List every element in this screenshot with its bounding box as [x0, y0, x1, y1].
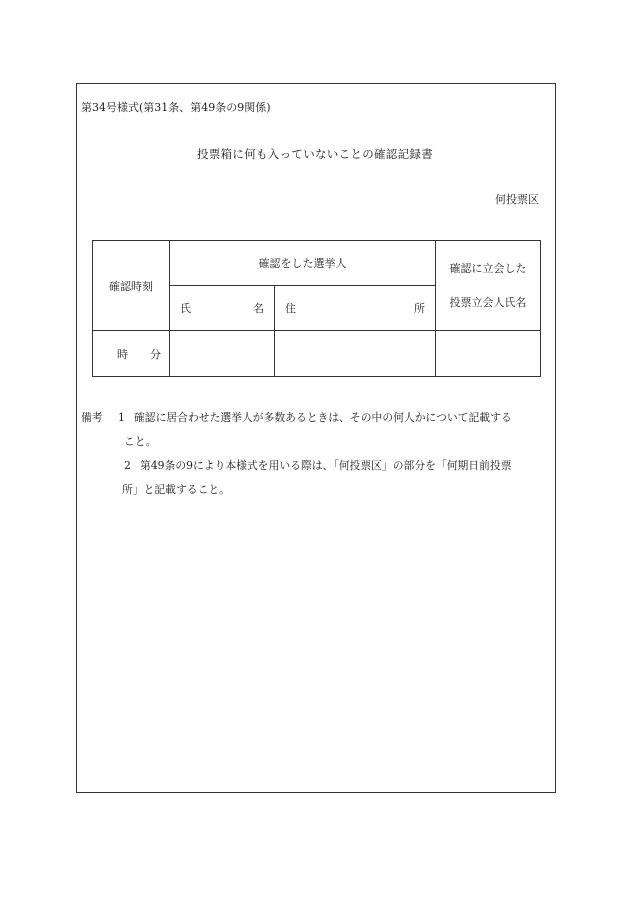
- document-title: 投票箱に何も入っていないことの確認記録書: [197, 147, 433, 161]
- voter-header-cell: [170, 241, 436, 286]
- time-header-cell: [93, 241, 170, 331]
- remarks-section: [81, 406, 551, 502]
- address-header-char-1: 住: [285, 302, 296, 315]
- witness-header-line-2: 投票立会人氏名: [449, 295, 527, 309]
- remark-2-line-1: 第49条の9により本様式を用いる際は、「何投票区」の部分を「何期日前投票: [140, 459, 512, 472]
- confirmation-table: [92, 240, 541, 377]
- remarks-heading: 備考: [81, 411, 103, 424]
- name-header-char-1: 氏: [180, 302, 191, 315]
- form-number: 第34号様式(第31条、第49条の9関係): [81, 101, 271, 114]
- voter-header: 確認をした選挙人: [258, 257, 347, 270]
- remark-2-line-2: 所」と記載すること。: [122, 483, 230, 496]
- address-header-char-2: 所: [414, 302, 425, 315]
- address-entry-cell[interactable]: [275, 331, 436, 377]
- address-header-cell: [275, 286, 436, 331]
- time-entry-cell[interactable]: [93, 331, 170, 377]
- time-header: 確認時刻: [109, 279, 153, 293]
- remark-1-line-2: こと。: [124, 435, 157, 448]
- witness-entry-cell[interactable]: [436, 331, 541, 377]
- polling-district-label: 何投票区: [495, 193, 539, 206]
- remark-2-number: 2: [124, 459, 131, 472]
- name-header-char-2: 名: [253, 302, 264, 315]
- hour-label: 時: [117, 347, 128, 361]
- witness-header-line-1: 確認に立会した: [449, 261, 527, 275]
- minute-label: 分: [150, 347, 161, 361]
- remark-1-number: 1: [118, 411, 125, 424]
- name-entry-cell[interactable]: [170, 331, 275, 377]
- name-header-cell: [170, 286, 275, 331]
- remark-1-line-1: 確認に居合わせた選挙人が多数あるときは、その中の何人かについて記載する: [134, 411, 512, 424]
- witness-header-cell: [436, 241, 541, 331]
